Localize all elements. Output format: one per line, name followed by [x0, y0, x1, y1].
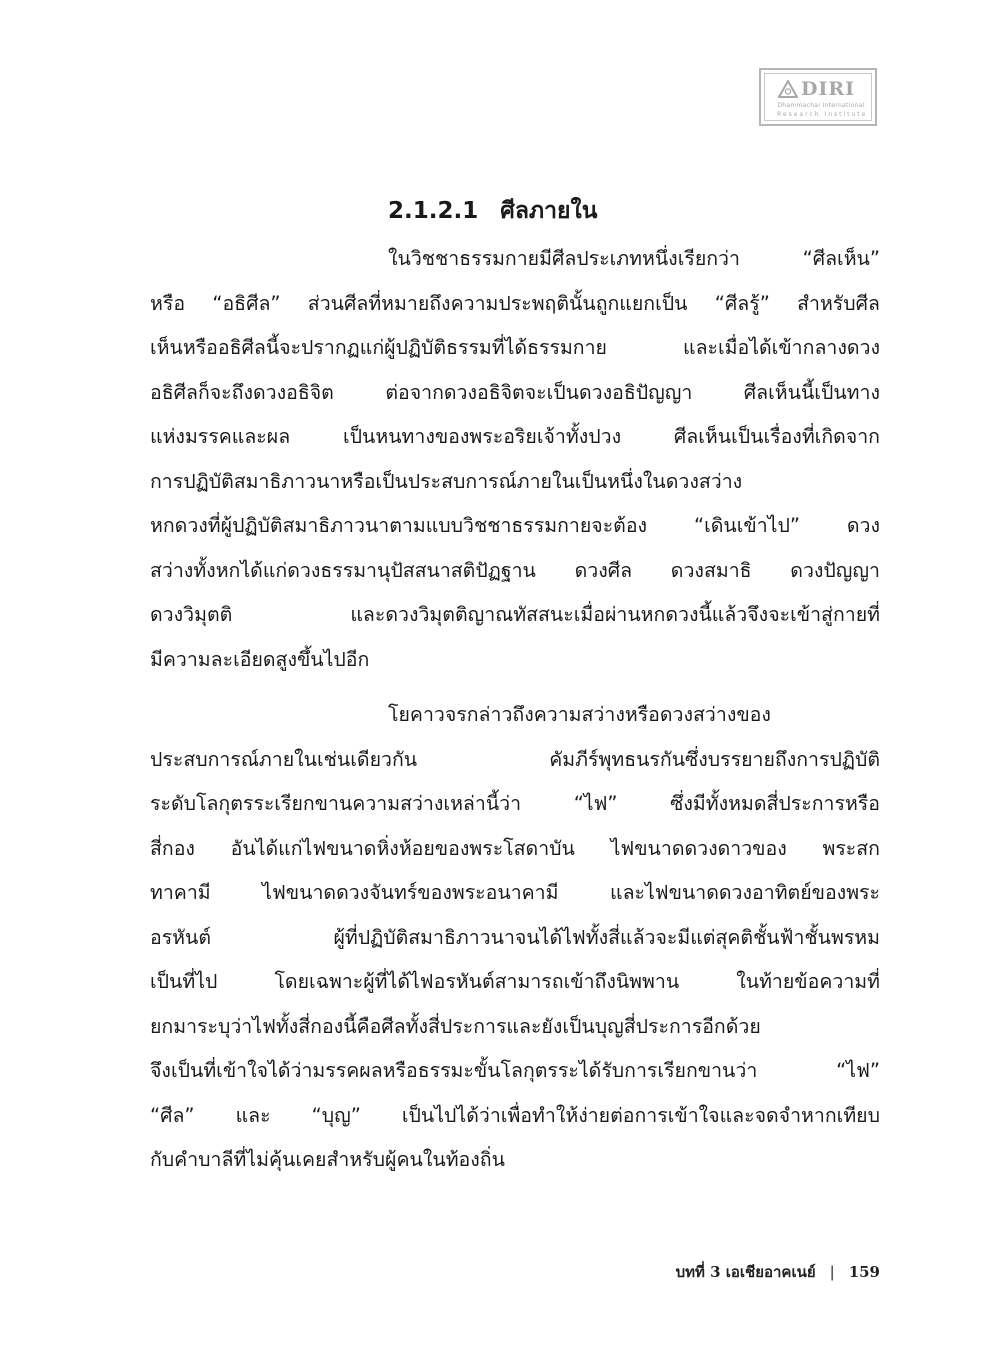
paragraph-line: สว่างทั้งหกได้แก่ดวงธรรมานุปัสสนาสติปัฏฐาน ดวงศีล ดวงสมาธิ ดวงปัญญา: [150, 558, 880, 582]
paragraph-line: ประสบการณ์ภายในเช่นเดียวกัน คัมภีร์พุทธนรกันซึ่งบรรยายถึงการปฏิบัติ: [150, 747, 880, 771]
paragraph-1: [150, 237, 880, 682]
logo-frame: [764, 73, 872, 121]
page-number: 159: [848, 1263, 880, 1281]
paragraph-line: สี่กอง อันได้แก่ไฟขนาดหิ่งห้อยของพระโสดาบัน ไฟขนาดดวงดาวของ พระสก: [150, 836, 880, 860]
paragraph-line: หรือ “อธิศีล” ส่วนศีลที่หมายถึงความประพฤตินั้นถูกแยกเป็น “ศีลรู้” สำหรับศีล: [150, 291, 880, 315]
paragraph-line: มีความละเอียดสูงขึ้นไปอีก: [150, 647, 370, 671]
paragraph-line: เป็นที่ไป โดยเฉพาะผู้ที่ได้ไฟอรหันต์สามารถเข้าถึงนิพพาน ในท้ายข้อความที่: [150, 970, 880, 993]
section-title: ศีลภายใน: [500, 198, 598, 224]
section-number: 2.1.2.1: [388, 198, 479, 224]
paragraph-2: [150, 693, 880, 1183]
footer-separator: |: [829, 1263, 835, 1281]
triangle-emblem-icon: [778, 80, 798, 98]
logo-wordmark: DIRI: [801, 78, 856, 100]
paragraph-line: ยกมาระบุว่าไฟทั้งสี่กองนี้คือศีลทั้งสี่ประการและยังเป็นบุญสี่ประการอีกด้วย: [150, 1014, 761, 1038]
paragraph-line: ดวงวิมุตติ และดวงวิมุตติญาณทัสสนะเมื่อผ่านหกดวงนี้แล้วจึงจะเข้าสู่กายที่: [150, 603, 880, 626]
paragraph-line: เห็นหรืออธิศีลนี้จะปรากฏแก่ผู้ปฏิบัติธรรมที่ได้ธรรมกาย และเมื่อได้เข้ากลางดวง: [150, 336, 880, 359]
logo-subtitle-line-1: Dhammachai International: [777, 102, 865, 109]
chapter-label: บทที่ 3 เอเชียอาคเนย์: [675, 1263, 816, 1281]
paragraph-line: จึงเป็นที่เข้าใจได้ว่ามรรคผลหรือธรรมะขั้นโลกุตรระได้รับการเรียกขานว่า “ไฟ”: [150, 1059, 880, 1082]
paragraph-line: โยคาวจรกล่าวถึงความสว่างหรือดวงสว่างของ: [388, 703, 771, 726]
page-footer: [676, 1260, 880, 1284]
paragraph-line: แห่งมรรคและผล เป็นหนทางของพระอริยเจ้าทั้งปวง ศีลเห็นเป็นเรื่องที่เกิดจาก: [150, 425, 880, 448]
paragraph-line: ระดับโลกุตรระเรียกขานความสว่างเหล่านี้ว่า “ไฟ” ซึ่งมีทั้งหมดสี่ประการหรือ: [150, 792, 880, 815]
diri-logo: [759, 68, 877, 126]
paragraph-line: ทาคามี ไฟขนาดดวงจันทร์ของพระอนาคามี และไฟขนาดดวงอาทิตย์ของพระ: [150, 881, 880, 904]
paragraph-line: ในวิชชาธรรมกายมีศีลประเภทหนึ่งเรียกว่า “ศีลเห็น”: [388, 247, 880, 270]
logo-subtitle-line-2: Research Institute: [777, 111, 868, 118]
paragraph-line: อธิศีลก็จะถึงดวงอธิจิต ต่อจากดวงอธิจิตจะเป็นดวงอธิปัญญา ศีลเห็นนี้เป็นทาง: [150, 380, 880, 404]
paragraph-line: การปฏิบัติสมาธิภาวนาหรือเป็นประสบการณ์ภายในเป็นหนึ่งในดวงสว่าง: [150, 469, 743, 493]
paragraph-line: หกดวงที่ผู้ปฏิบัติสมาธิภาวนาตามแบบวิชชาธรรมกายจะต้อง “เดินเข้าไป” ดวง: [150, 514, 880, 537]
paragraph-line: อรหันต์ ผู้ที่ปฏิบัติสมาธิภาวนาจนได้ไฟทั้งสี่แล้วจะมีแต่สุคติชั้นฟ้าชั้นพรหม: [150, 925, 880, 949]
paragraph-line: “ศีล” และ “บุญ” เป็นไปได้ว่าเพื่อทำให้ง่ายต่อการเข้าใจและจดจำหากเทียบ: [150, 1103, 880, 1127]
paragraph-line: กับคำบาลีที่ไม่คุ้นเคยสำหรับผู้คนในท้องถิ่น: [150, 1148, 505, 1171]
section-heading: [388, 194, 597, 228]
